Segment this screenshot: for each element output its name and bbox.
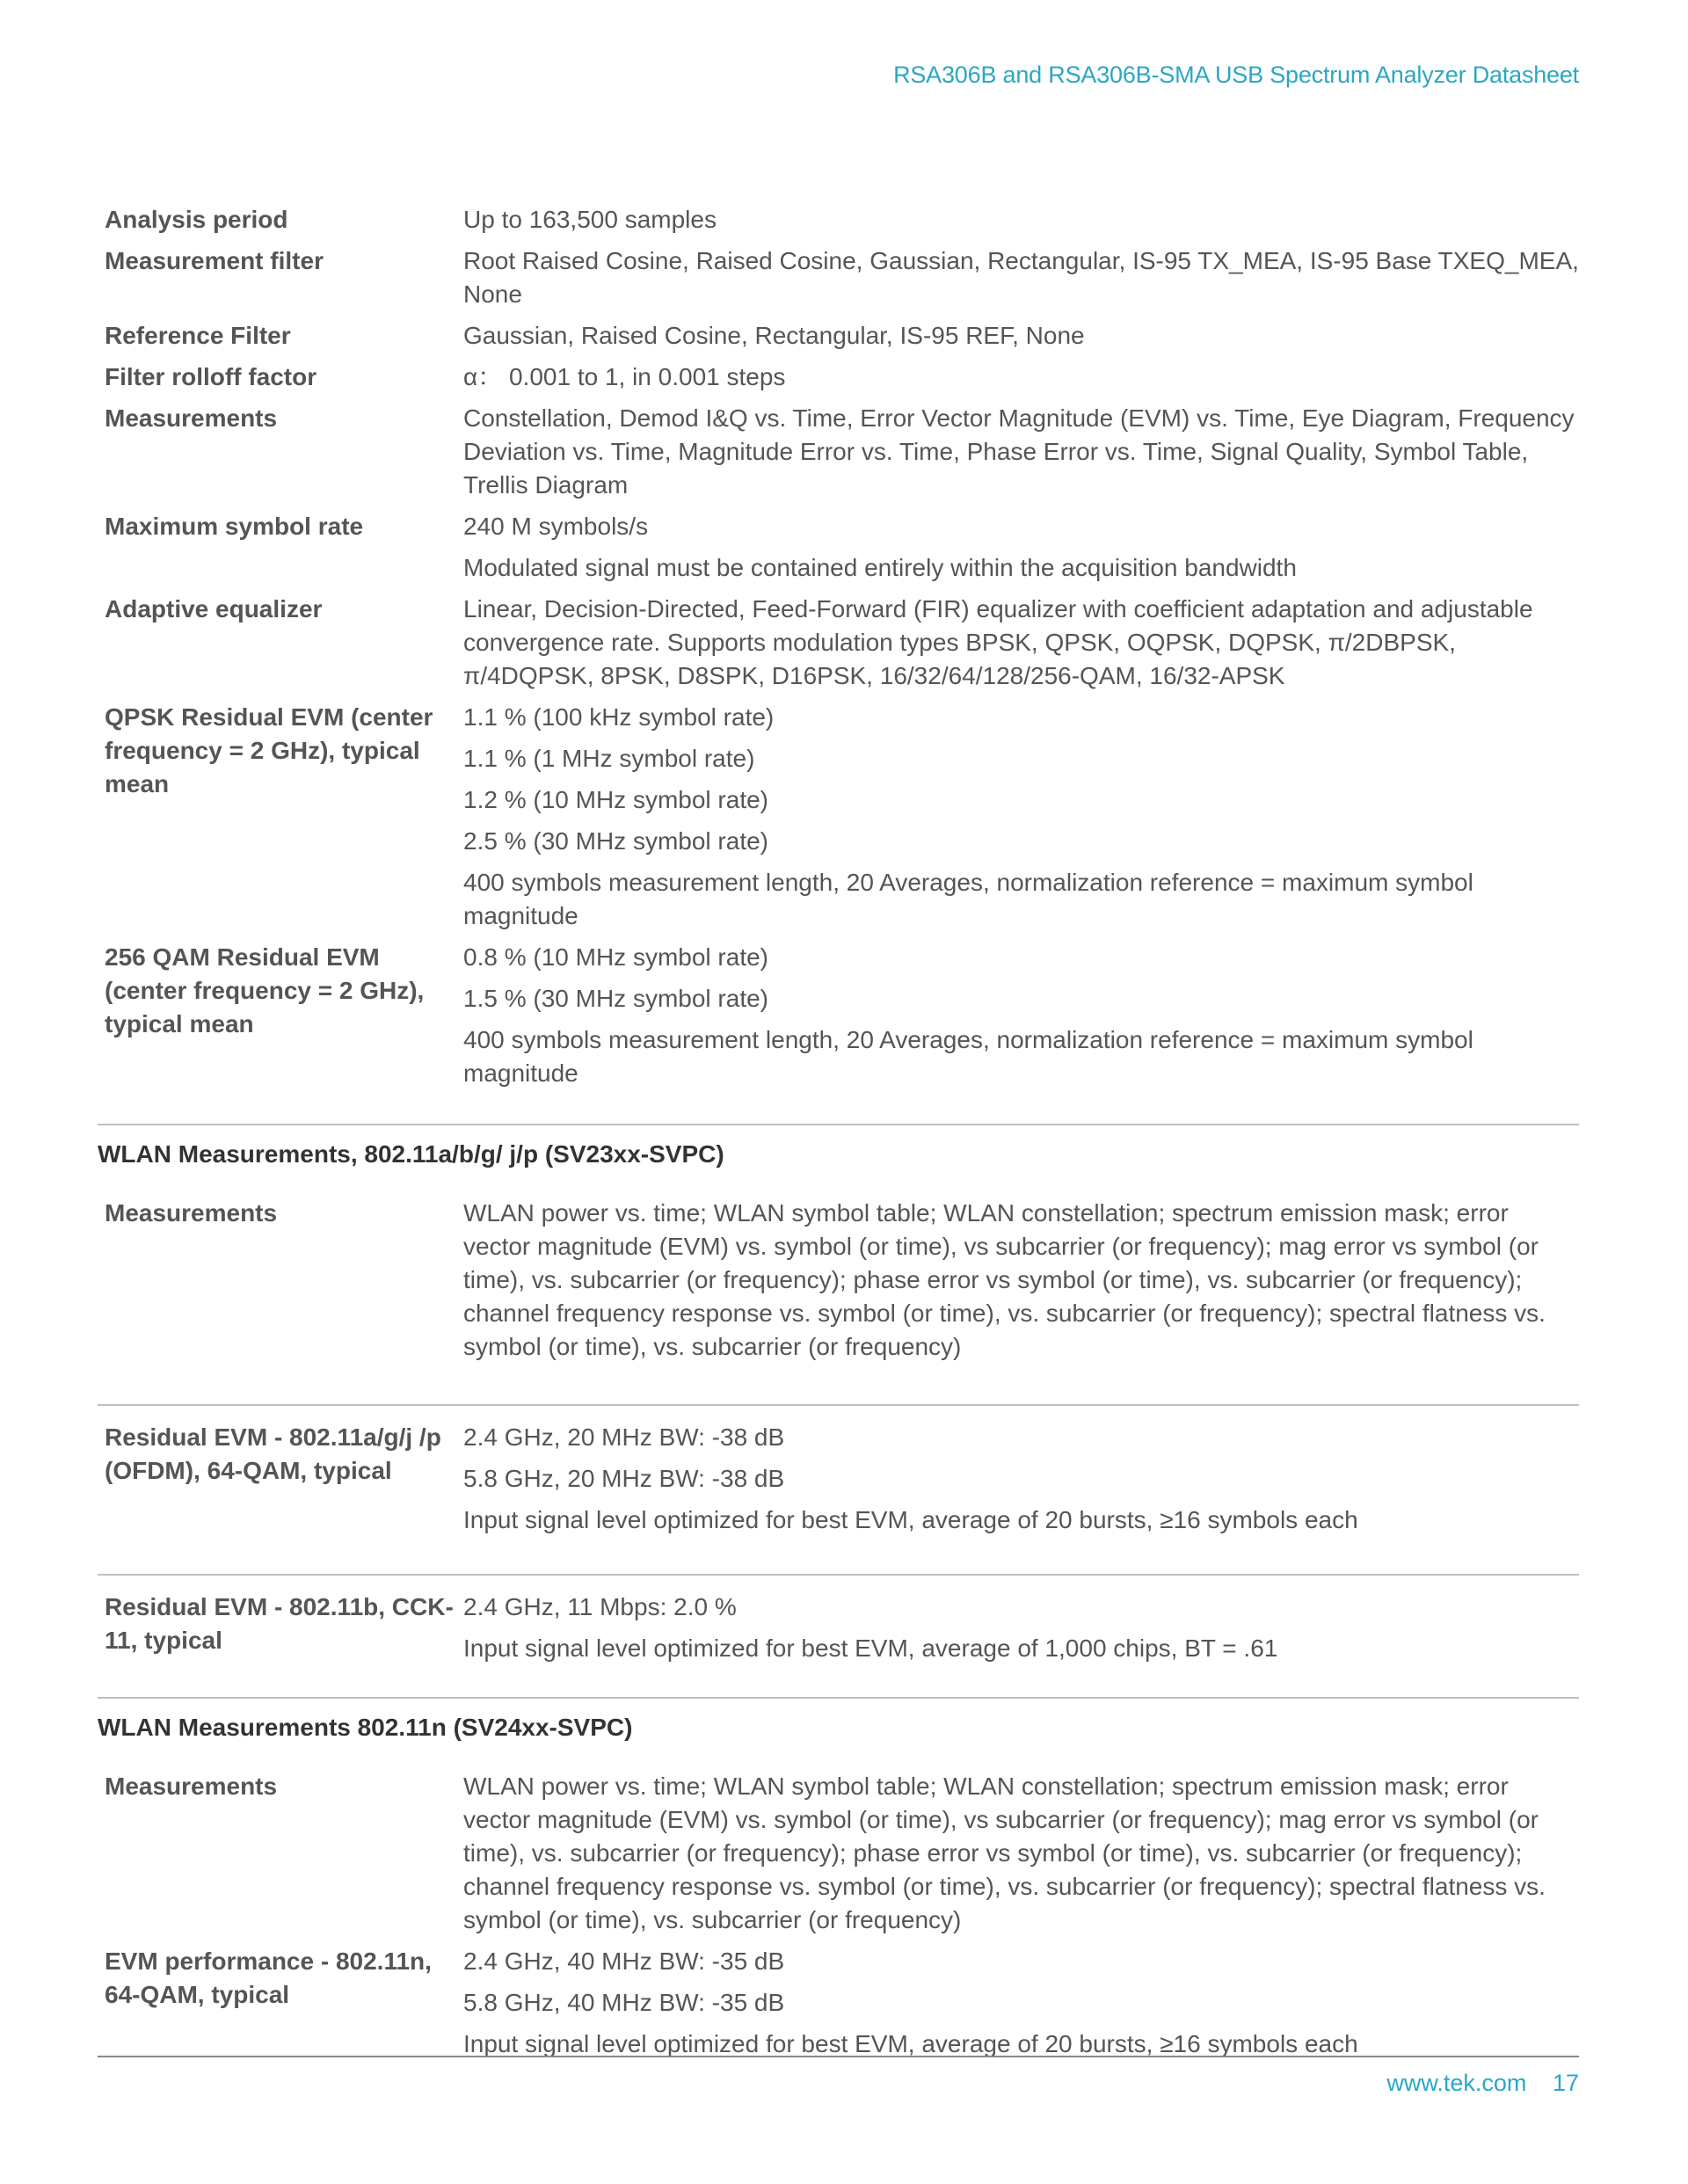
spec-label: Adaptive equalizer (105, 595, 323, 622)
spec-values (463, 200, 1579, 242)
spec-label: Reference Filter (105, 322, 291, 349)
spec-label: Measurements (105, 404, 278, 432)
spec-value: 5.8 GHz, 40 MHz BW: -35 dB (463, 1989, 785, 2016)
spec-row-residual-evm-b (98, 1588, 1579, 1671)
spec-values (463, 938, 1579, 1096)
spec-label: Maximum symbol rate (105, 513, 364, 540)
spec-value: Constellation, Demod I&Q vs. Time, Error Vector Magnitude (EVM) vs. Time, Eye Diagram, Frequency Deviation vs. Time, Magnitude Error vs. Time, Phase Error vs. Time, Signal Quality, Symbol Table, Trellis Diagram (463, 404, 1575, 499)
spec-value: Input signal level optimized for best EVM, average of 20 bursts, ≥16 symbols each (463, 2030, 1358, 2057)
spec-value: α： 0.001 to 1, in 0.001 steps (463, 363, 786, 390)
spec-value: 2.4 GHz, 40 MHz BW: -35 dB (463, 1947, 785, 1975)
spec-row-analysis-period (98, 200, 1579, 242)
page-footer (1386, 2070, 1579, 2097)
spec-value: Linear, Decision-Directed, Feed-Forward (FIR) equalizer with coefficient adaptation and adjustable convergence rate. Supports modulation types BPSK, QPSK, OQPSK, DQPSK, π/2DBPSK, π/4DQPSK, 8PSK, D8SPK, D16PSK, 16/32/64/128/256-QAM, 16/32-APSK (463, 595, 1533, 689)
spec-values (463, 1767, 1579, 1942)
footer-url-link[interactable]: www.tek.com (1386, 2070, 1527, 2096)
spec-content (98, 200, 1579, 2066)
spec-values (463, 317, 1579, 358)
spec-label: Measurements (105, 1773, 278, 1800)
spec-values (463, 1418, 1579, 1542)
spec-value: 5.8 GHz, 20 MHz BW: -38 dB (463, 1465, 785, 1492)
spec-row-wlan-n-measurements (98, 1767, 1579, 1942)
spec-label: Measurements (105, 1199, 278, 1227)
spec-row-evm-performance-n (98, 1942, 1579, 2066)
spec-values (463, 698, 1579, 938)
row-divider (98, 1404, 1579, 1406)
spec-label: Residual EVM - 802.11a/g/j /p (OFDM), 64-QAM, typical (105, 1423, 441, 1484)
spec-label: EVM performance - 802.11n, 64-QAM, typical (105, 1947, 432, 2008)
spec-label: Analysis period (105, 206, 288, 233)
spec-value: Root Raised Cosine, Raised Cosine, Gaussian, Rectangular, IS-95 TX_MEA, IS-95 Base TXEQ_MEA, None (463, 247, 1579, 308)
spec-values (463, 1194, 1579, 1369)
spec-table-general (98, 200, 1579, 1096)
page-number: 17 (1552, 2070, 1579, 2096)
spec-value: 0.8 % (10 MHz symbol rate) (463, 943, 768, 971)
section-heading-wlan-abgjp: WLAN Measurements, 802.11a/b/g/ j/p (SV23xx-SVPC) (98, 1140, 724, 1168)
spec-value: 2.4 GHz, 11 Mbps: 2.0 % (463, 1593, 737, 1620)
spec-label: 256 QAM Residual EVM (center frequency = 2 GHz), typical mean (105, 943, 425, 1037)
spec-row-measurement-filter (98, 242, 1579, 317)
spec-row-wlan-abgjp-measurements (98, 1194, 1579, 1369)
spec-label: Residual EVM - 802.11b, CCK-11, typical (105, 1593, 454, 1654)
spec-value: Input signal level optimized for best EVM, average of 1,000 chips, BT = .61 (463, 1634, 1278, 1662)
spec-row-max-symbol-rate (98, 507, 1579, 590)
spec-value: Modulated signal must be contained entirely within the acquisition bandwidth (463, 554, 1297, 581)
document-title: RSA306B and RSA306B-SMA USB Spectrum Analyzer Datasheet (893, 62, 1579, 88)
spec-values (463, 242, 1579, 317)
row-divider (98, 1574, 1579, 1576)
footer-divider (98, 2056, 1579, 2057)
spec-value: 240 M symbols/s (463, 513, 649, 540)
spec-values (463, 590, 1579, 698)
spec-values (463, 1588, 1579, 1671)
spec-label: Measurement filter (105, 247, 324, 274)
spec-row-qpsk-evm (98, 698, 1579, 938)
spec-label: QPSK Residual EVM (center frequency = 2 GHz), typical mean (105, 703, 433, 797)
spec-row-measurements (98, 399, 1579, 507)
spec-row-residual-evm-agjp (98, 1418, 1579, 1542)
spec-values (463, 399, 1579, 507)
spec-value: Gaussian, Raised Cosine, Rectangular, IS-95 REF, None (463, 322, 1085, 349)
spec-value: Up to 163,500 samples (463, 206, 717, 233)
spec-label: Filter rolloff factor (105, 363, 317, 390)
section-heading-wlan-n: WLAN Measurements 802.11n (SV24xx-SVPC) (98, 1714, 633, 1741)
spec-value: 400 symbols measurement length, 20 Averages, normalization reference = maximum symbol magnitude (463, 869, 1473, 929)
spec-values (463, 358, 1579, 399)
spec-value: 2.4 GHz, 20 MHz BW: -38 dB (463, 1423, 785, 1451)
spec-value: 2.5 % (30 MHz symbol rate) (463, 827, 768, 855)
spec-row-filter-rolloff (98, 358, 1579, 399)
spec-row-reference-filter (98, 317, 1579, 358)
spec-value: 1.1 % (1 MHz symbol rate) (463, 745, 755, 772)
spec-value: 400 symbols measurement length, 20 Averages, normalization reference = maximum symbol magnitude (463, 1026, 1473, 1087)
spec-values (463, 507, 1579, 590)
spec-value: 1.2 % (10 MHz symbol rate) (463, 786, 768, 813)
spec-value: 1.5 % (30 MHz symbol rate) (463, 985, 768, 1012)
spec-row-256qam-evm (98, 938, 1579, 1096)
spec-value: WLAN power vs. time; WLAN symbol table; WLAN constellation; spectrum emission mask; error vector magnitude (EVM) vs. symbol (or time), vs subcarrier (or frequency); mag error vs symbol (or time), vs. subcarrier (or frequency); phase error vs symbol (or time), vs. subcarrier (or frequency); channel frequency response vs. symbol (or time), vs. subcarrier (or frequency); spectral flatness vs. symbol (or time), vs. subcarrier (or frequency) (463, 1773, 1546, 1933)
spec-value: WLAN power vs. time; WLAN symbol table; WLAN constellation; spectrum emission mask; error vector magnitude (EVM) vs. symbol (or time), vs subcarrier (or frequency); mag error vs symbol (or time), vs. subcarrier (or frequency); phase error vs symbol (or time), vs. subcarrier (or frequency); channel frequency response vs. symbol (or time), vs. subcarrier (or frequency); spectral flatness vs. symbol (or time), vs. subcarrier (or frequency) (463, 1199, 1546, 1360)
spec-value: Input signal level optimized for best EVM, average of 20 bursts, ≥16 symbols each (463, 1506, 1358, 1533)
spec-values (463, 1942, 1579, 2066)
spec-row-adaptive-equalizer (98, 590, 1579, 698)
spec-value: 1.1 % (100 kHz symbol rate) (463, 703, 775, 731)
